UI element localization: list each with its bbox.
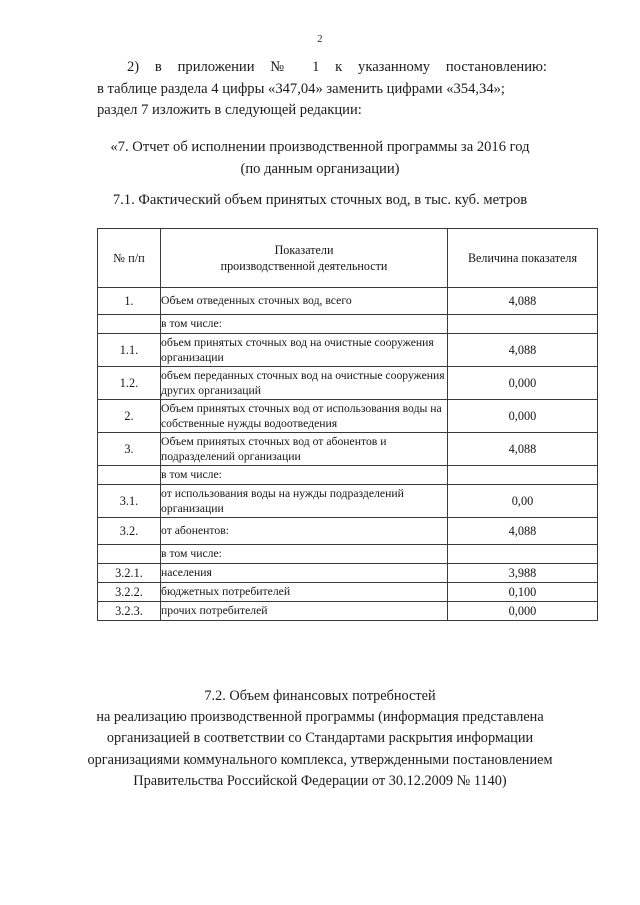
- intro-line-2: в таблице раздела 4 цифры «347,04» заменить цифрами «354,34»;: [97, 80, 505, 97]
- row-value-cell: 3,988: [448, 564, 598, 583]
- column-header-indicator: [161, 229, 448, 288]
- row-number-cell: 3.2.: [98, 518, 161, 545]
- row-value-cell: 0,00: [448, 485, 598, 518]
- table-row: [98, 367, 598, 400]
- row-value-cell: 4,088: [448, 518, 598, 545]
- table-row: [98, 602, 598, 621]
- row-indicator-cell: в том числе:: [161, 545, 448, 564]
- subsection-title: 7.1. Фактический объем принятых сточных вод, в тыс. куб. метров: [112, 192, 528, 208]
- row-indicator-cell: объем переданных сточных вод на очистные сооружения других организаций: [161, 367, 448, 400]
- footer-line-4: организациями коммунального комплекса, утвержденными постановлением: [87, 751, 553, 768]
- row-number-cell: [98, 545, 161, 564]
- row-number-cell: 2.: [98, 400, 161, 433]
- table-row: [98, 485, 598, 518]
- row-indicator-cell: объем принятых сточных вод на очистные сооружения организации: [161, 334, 448, 367]
- row-number-cell: 3.2.1.: [98, 564, 161, 583]
- heading-line-1: «7. Отчет об исполнении производственной программы за 2016 год: [110, 139, 530, 155]
- intro-paragraph: [97, 57, 547, 122]
- table-head: [98, 229, 598, 288]
- row-value-cell: 0,000: [448, 367, 598, 400]
- row-number-cell: 1.1.: [98, 334, 161, 367]
- row-value-cell: [448, 315, 598, 334]
- table-row: [98, 400, 598, 433]
- column-header-indicator-line-1: Показатели: [274, 243, 334, 257]
- row-number-cell: 3.: [98, 433, 161, 466]
- table-row: [98, 518, 598, 545]
- row-value-cell: 4,088: [448, 334, 598, 367]
- row-indicator-cell: в том числе:: [161, 466, 448, 485]
- row-number-cell: 1.2.: [98, 367, 161, 400]
- row-number-cell: 3.1.: [98, 485, 161, 518]
- table-row: [98, 433, 598, 466]
- footer-line-2: на реализацию производственной программы (информация представлена: [96, 709, 544, 726]
- row-value-cell: 4,088: [448, 433, 598, 466]
- row-value-cell: 0,000: [448, 602, 598, 621]
- row-number-cell: 1.: [98, 288, 161, 315]
- row-number-cell: [98, 315, 161, 334]
- row-indicator-cell: Объем принятых сточных вод от абонентов и подразделений организации: [161, 433, 448, 466]
- row-value-cell: 4,088: [448, 288, 598, 315]
- page-number: 2: [317, 33, 323, 45]
- row-value-cell: 0,100: [448, 583, 598, 602]
- row-indicator-cell: Объем отведенных сточных вод, всего: [161, 288, 448, 315]
- heading-line-2: (по данным организации): [240, 160, 400, 177]
- row-indicator-cell: от использования воды на нужды подразделений организации: [161, 485, 448, 518]
- table-row: [98, 564, 598, 583]
- row-indicator-cell: прочих потребителей: [161, 602, 448, 621]
- column-header-value: Величина показателя: [448, 229, 598, 288]
- intro-line-1: 2) в приложении № 1 к указанному постановлению:: [127, 59, 547, 75]
- row-indicator-cell: Объем принятых сточных вод от использования воды на собственные нужды водоотведения: [161, 400, 448, 433]
- table-row: [98, 466, 598, 485]
- row-indicator-cell: от абонентов:: [161, 518, 448, 545]
- row-indicator-cell: населения: [161, 564, 448, 583]
- footer-line-5: Правительства Российской Федерации от 30.12.2009 № 1140): [133, 772, 507, 789]
- table-body: [98, 288, 598, 621]
- row-indicator-cell: бюджетных потребителей: [161, 583, 448, 602]
- column-header-indicator-line-2: производственной деятельности: [220, 259, 388, 273]
- column-header-number: № п/п: [98, 229, 161, 288]
- table-row: [98, 545, 598, 564]
- row-value-cell: 0,000: [448, 400, 598, 433]
- row-value-cell: [448, 466, 598, 485]
- table-row: [98, 334, 598, 367]
- row-number-cell: 3.2.3.: [98, 602, 161, 621]
- section-heading: [60, 137, 580, 180]
- table-row: [98, 583, 598, 602]
- footer-line-3: организацией в соответствии со Стандартами раскрытия информации: [106, 730, 534, 747]
- row-number-cell: [98, 466, 161, 485]
- table-row: [98, 288, 598, 315]
- footer-line-1: 7.2. Объем финансовых потребностей: [204, 688, 436, 704]
- intro-line-3: раздел 7 изложить в следующей редакции:: [97, 102, 362, 118]
- row-indicator-cell: в том числе:: [161, 315, 448, 334]
- table-row: [98, 315, 598, 334]
- row-value-cell: [448, 545, 598, 564]
- footer-paragraph: [55, 686, 585, 792]
- row-number-cell: 3.2.2.: [98, 583, 161, 602]
- report-table: [97, 228, 598, 621]
- report-table-container: [97, 228, 597, 621]
- table-header-row: [98, 229, 598, 288]
